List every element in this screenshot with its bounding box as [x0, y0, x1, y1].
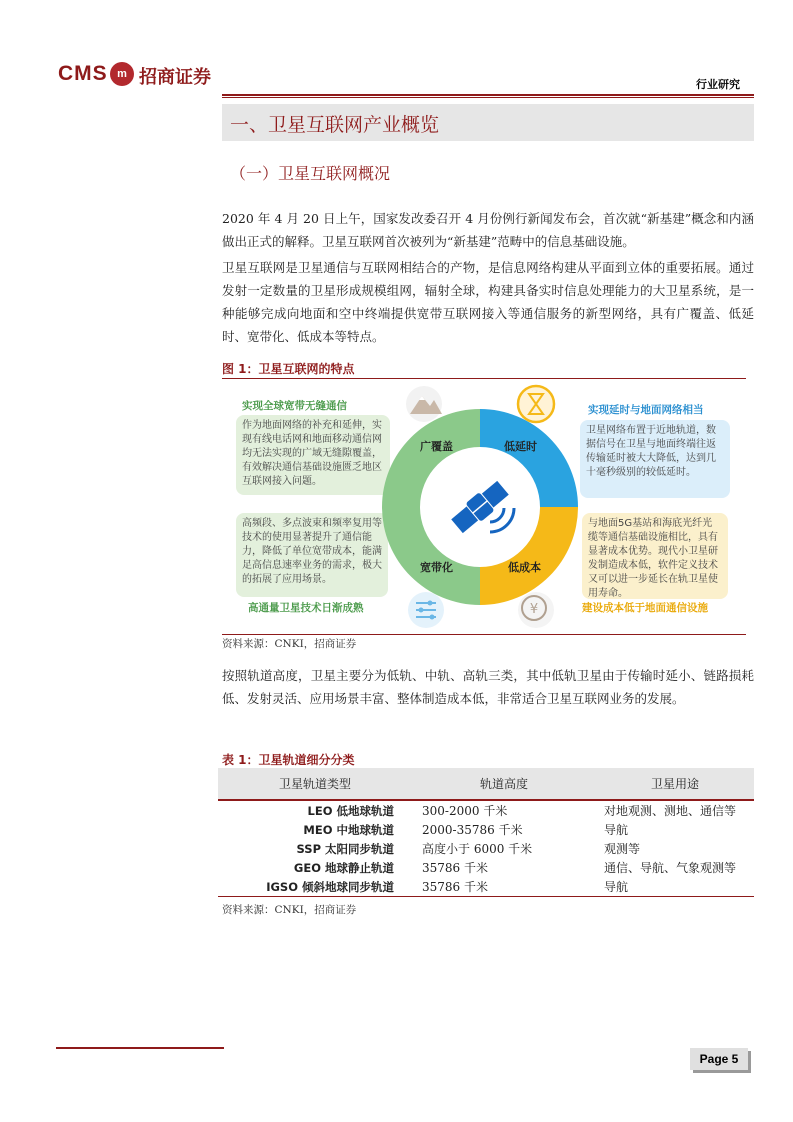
figure-source: 资料来源：CNKI，招商证券 [222, 638, 357, 650]
figure-title-rule [222, 378, 746, 379]
quadrant-tl-label: 广覆盖 [420, 440, 453, 453]
br-heading: 建设成本低于地面通信设施 [582, 602, 708, 614]
figure-title: 图 1：卫星互联网的特点 [222, 362, 355, 376]
orbit-height: 300-2000 千米 [412, 800, 596, 820]
orbit-height: 35786 千米 [412, 877, 596, 897]
paragraph-1 [222, 207, 754, 253]
section-title: 一、卫星互联网产业概览 [230, 114, 440, 136]
table-header-type: 卫星轨道类型 [218, 768, 412, 800]
tr-text: 卫星网络布置于近地轨道，数据信号在卫星与地面终端往返传输延时被大大降低，达到几十毫秒级别的较低延时。 [586, 425, 716, 478]
orbit-height: 2000-35786 千米 [422, 823, 523, 837]
orbit-use: 导航 [596, 877, 754, 897]
table-row [218, 820, 754, 839]
orbit-table [218, 768, 754, 897]
tl-heading: 实现全球宽带无缝通信 [242, 400, 347, 412]
br-text: 与地面5G基站和海底光纤光缆等通信基础设施相比，具有显著成本优势。现代小卫星研发制造成本低，软件定义技术又可以进一步延长在轨卫星使用寿命。 [588, 518, 718, 599]
table-title: 表 1：卫星轨道细分分类 [222, 753, 355, 767]
table-row [218, 800, 754, 820]
orbit-use: 对地观测、测地、通信等 [596, 800, 754, 820]
orbit-type: LEO 低地球轨道 [218, 800, 412, 820]
orbit-height: 35786 千米 [422, 861, 488, 875]
footer-rule [56, 1047, 224, 1049]
orbit-use: 通信、导航、气象观测等 [604, 861, 737, 875]
orbit-table-wrapper [218, 768, 754, 897]
orbit-type: SSP 太阳同步轨道 [296, 841, 394, 856]
bl-heading: 高通量卫星技术日渐成熟 [248, 602, 364, 614]
tl-text: 作为地面网络的补充和延伸，实现有线电话网和地面移动通信网均无法实现的广域无缝隙覆盖，有效解决通信基础设施匮乏地区互联网接入问题。 [242, 420, 382, 487]
figure-satellite-features [228, 382, 744, 632]
orbit-type: IGSO 倾斜地球同步轨道 [218, 877, 412, 897]
tr-heading: 实现延时与地面网络相当 [588, 404, 704, 416]
orbit-use: 观测等 [604, 842, 641, 856]
logo-badge: m [110, 62, 134, 86]
table-row [218, 877, 754, 897]
orbit-use: 导航 [604, 823, 629, 837]
hourglass-icon [518, 386, 554, 422]
orbit-type: MEO 中地球轨道 [303, 822, 394, 837]
figure-bottom-rule [222, 634, 746, 635]
report-type-label: 行业研究 [696, 78, 740, 91]
orbit-height: 高度小于 6000 千米 [422, 842, 533, 856]
paragraph-3 [222, 664, 754, 710]
logo-company-name: 招商证券 [139, 67, 211, 88]
paragraph-3-text: 按照轨道高度，卫星主要分为低轨、中轨、高轨三类，其中低轨卫星由于传输时延小、链路损耗低、发射灵活、应用场景丰富、整体制造成本低，非常适合卫星互联网业务的发展。 [222, 668, 754, 706]
table-source: 资料来源：CNKI，招商证券 [222, 904, 357, 916]
subsection-title: （一）卫星互联网概况 [230, 164, 391, 183]
table-row [218, 858, 754, 877]
logo-cms-text: CMS [58, 62, 108, 85]
paragraph-2 [222, 256, 754, 348]
paragraph-1-text: 2020 年 4 月 20 日上午，国家发改委召开 4 月份例行新闻发布会，首次就“新基建”概念和内涵做出正式的解释。卫星互联网首次被列为“新基建”范畴中的信息基础设施。 [222, 211, 754, 249]
quadrant-bl-label: 宽带化 [420, 561, 453, 574]
header-rule [222, 94, 754, 96]
bl-text: 高频段、多点波束和频率复用等技术的使用显著提升了通信能力，降低了单位宽带成本，能满足高信息速率业务的需求，极大的拓展了应用场景。 [242, 518, 382, 585]
paragraph-2-text: 卫星互联网是卫星通信与互联网相结合的产物，是信息网络构建从平面到立体的重要拓展。通过发射一定数量的卫星形成规模组网，辐射全球，构建具备实时信息处理能力的大卫星系统，是一种能够完成向地面和空中终端提供宽带互联网接入等通信服务的新型网络，具有广覆盖、低延时、宽带化、低成本等特点。 [222, 260, 754, 344]
yen-icon [518, 592, 554, 628]
table-header-use: 卫星用途 [596, 768, 754, 800]
quadrant-br-label: 低成本 [508, 561, 541, 574]
sliders-icon [408, 592, 444, 628]
mountain-icon [406, 386, 442, 422]
table-header-row [218, 768, 754, 800]
feature-ring-diagram [228, 382, 744, 632]
table-header-height: 轨道高度 [412, 768, 596, 800]
table-row [218, 839, 754, 858]
svg-text:¥: ¥ [529, 602, 539, 617]
orbit-type: GEO 地球静止轨道 [293, 860, 394, 875]
page-number: Page 5 [690, 1048, 748, 1070]
header-rule-thin [222, 97, 754, 98]
quadrant-tr-label: 低延时 [504, 440, 537, 453]
